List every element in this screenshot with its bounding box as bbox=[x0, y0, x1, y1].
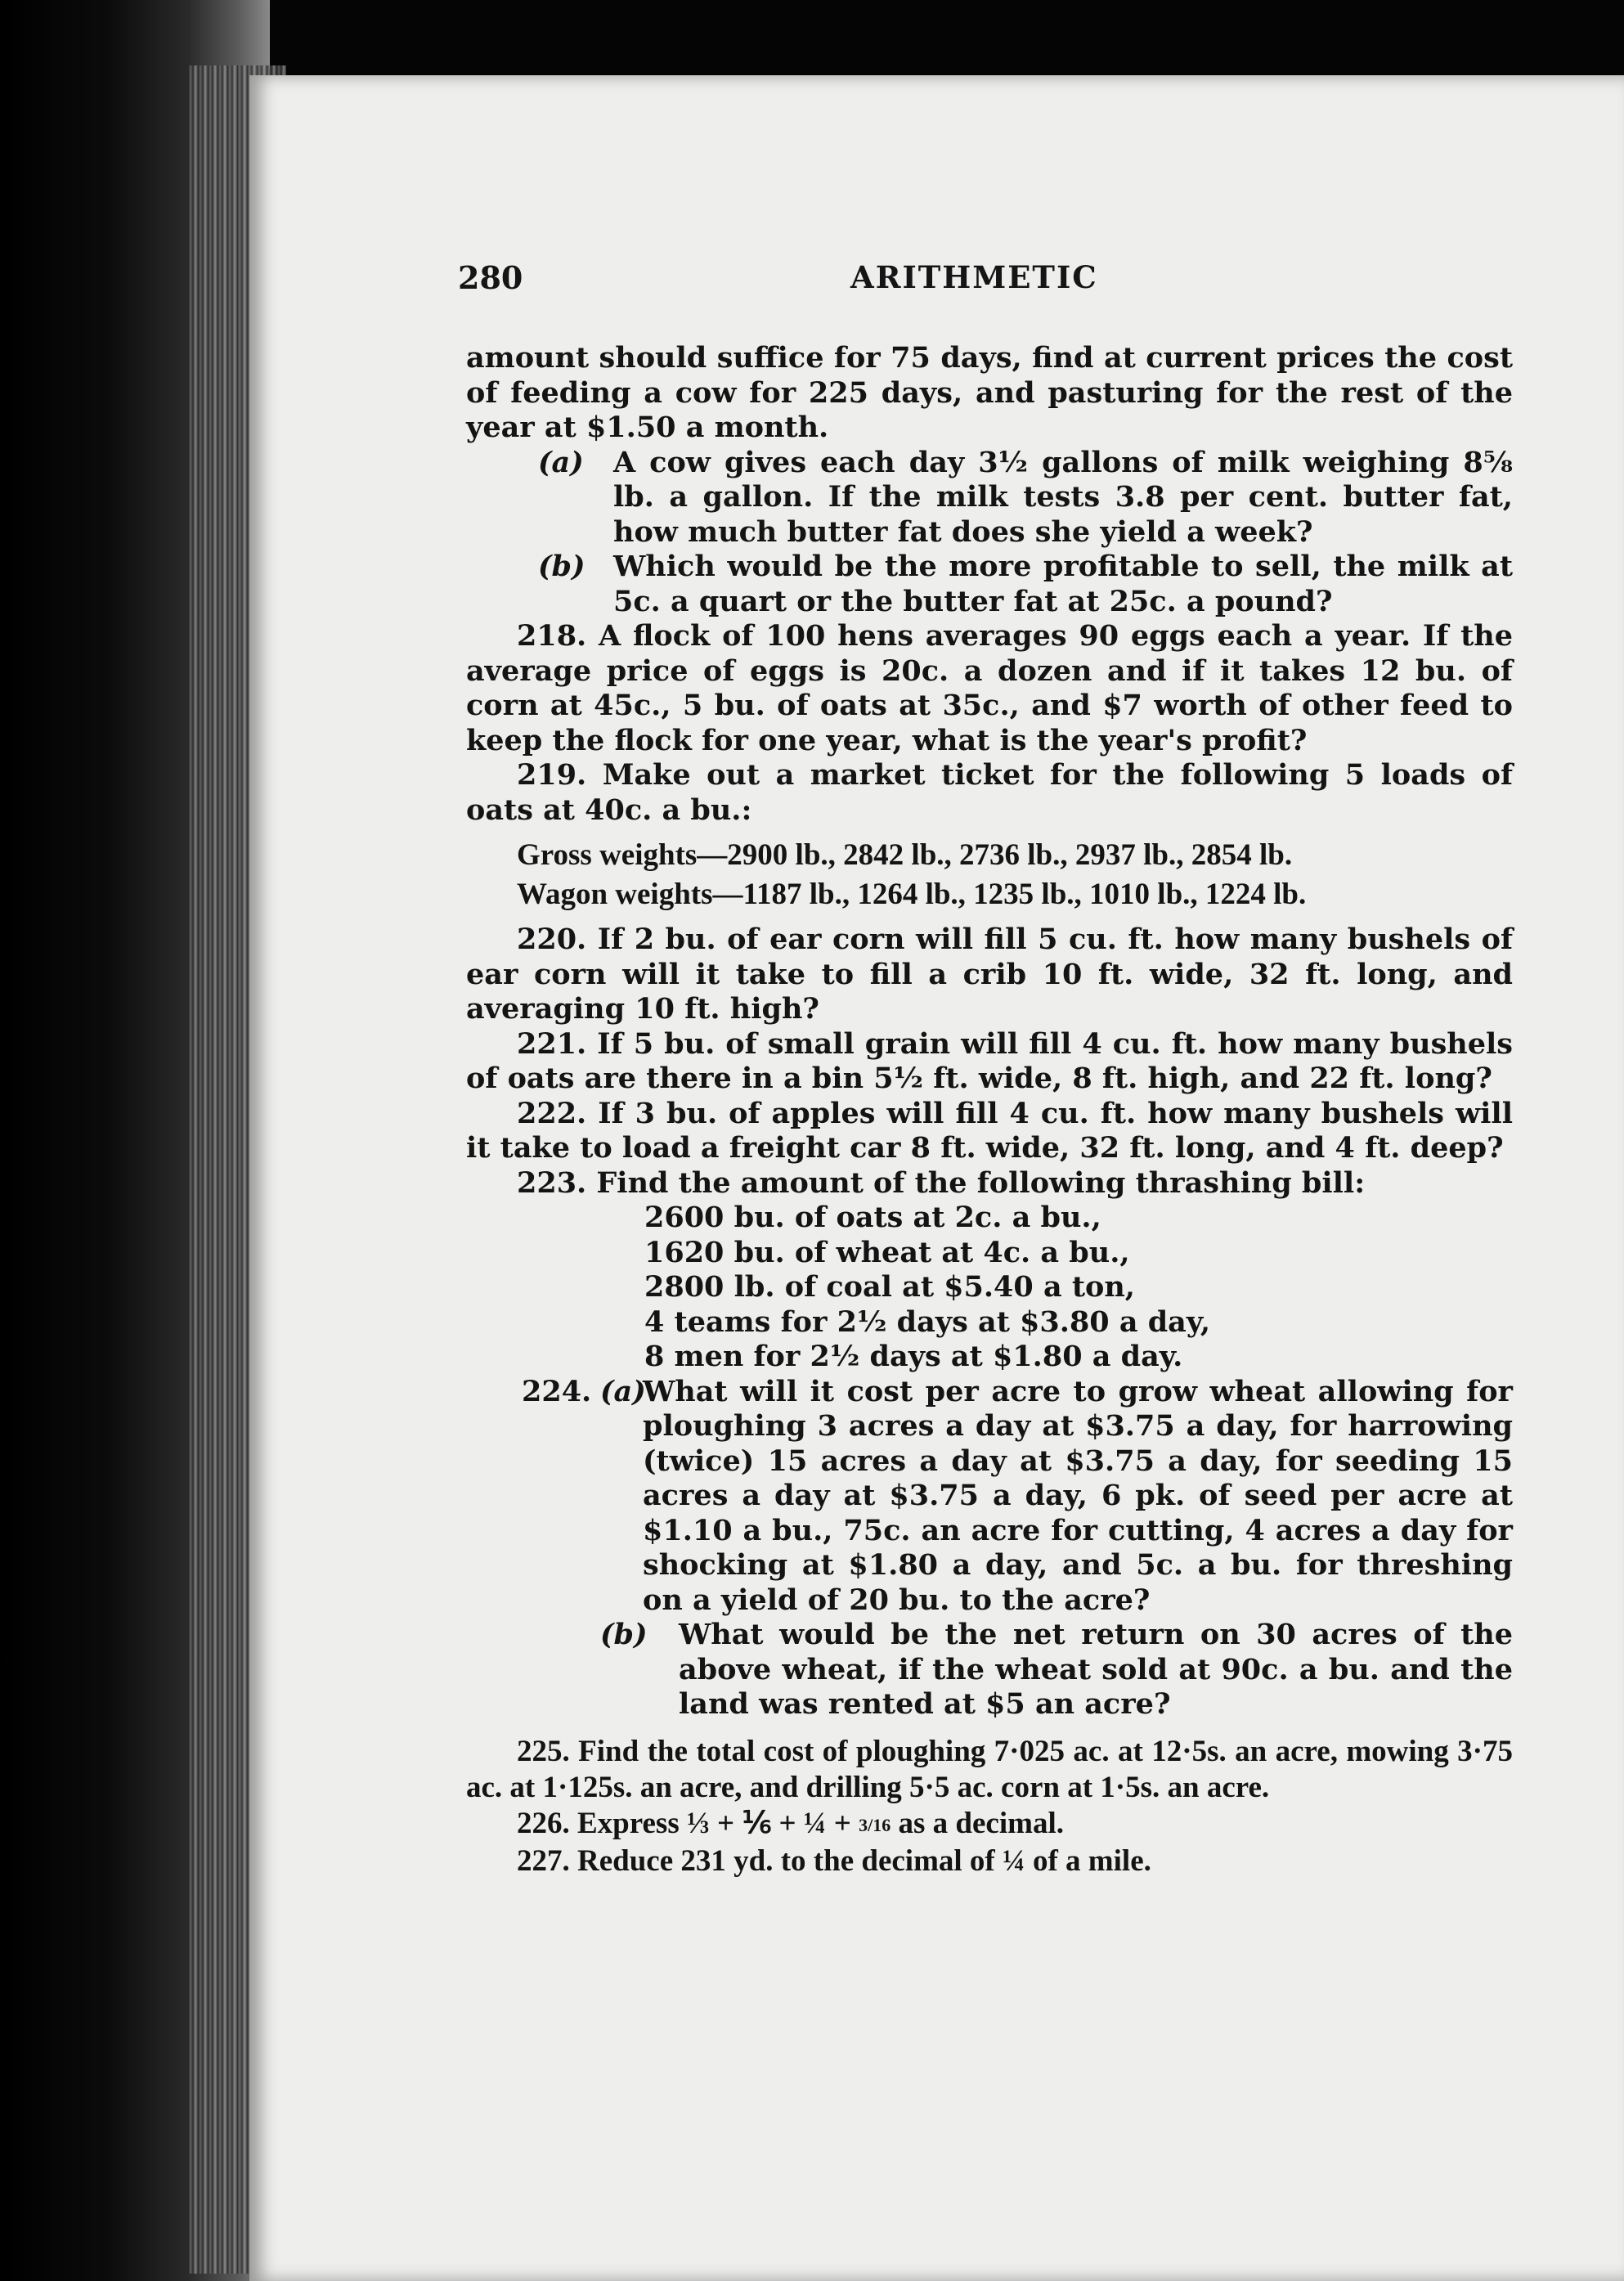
page-body bbox=[466, 341, 1513, 1879]
question-224 bbox=[522, 1375, 1513, 1619]
fraction: 3/16 bbox=[859, 1814, 891, 1835]
question-number: 224. bbox=[522, 1374, 592, 1408]
final-questions bbox=[466, 1734, 1513, 1879]
part-text: What will it cost per acre to grow wheat allowing for ploughing 3 acres a day at $3.75 a day, for harrowing (twice) 15 acres a day at $3.75 a day, for seeding 15 acres a day at $3.75 a day, 6 pk. of seed per acre at $1.10 a bu., 75c. an acre for cutting, 4 acres a day for shocking at $1.80 a day, and 5c. a bu. for threshing on a yield of 20 bu. to the acre? bbox=[643, 1374, 1513, 1617]
gross-weights: Gross weights—2900 lb., 2842 lb., 2736 lb., 2937 lb., 2854 lb. bbox=[517, 838, 1293, 872]
part-text: What would be the net return on 30 acres of the above wheat, if the wheat sold at 90c. a bu. and the land was rented at $5 an acre? bbox=[679, 1618, 1513, 1721]
bill-line: 4 teams for 2½ days at $3.80 a day, bbox=[644, 1304, 1211, 1339]
bill-line: 2600 bu. of oats at 2c. a bu., bbox=[644, 1201, 1101, 1234]
question-227: 227. Reduce 231 yd. to the decimal of ¼ of a mile. bbox=[517, 1843, 1151, 1878]
q226-suffix: as a decimal. bbox=[898, 1806, 1064, 1840]
question-221: 221. If 5 bu. of small grain will fill 4 cu. ft. how many bushels of oats are there in a bin 5½ ft. wide, 8 ft. high, and 22 ft. long? bbox=[466, 1026, 1513, 1095]
part-label: (b) bbox=[600, 1618, 648, 1651]
question-222: 222. If 3 bu. of apples will fill 4 cu. ft. how many bushels will it take to load a freight car 8 ft. wide, 32 ft. long, and 4 ft. deep? bbox=[466, 1096, 1513, 1165]
bill-line: 8 men for 2½ days at $1.80 a day. bbox=[644, 1340, 1183, 1373]
question-220: 220. If 2 bu. of ear corn will fill 5 cu. ft. how many bushels of ear corn will it take to fill a crib 10 ft. wide, 32 ft. long, and averaging 10 ft. high? bbox=[466, 923, 1513, 1026]
question-223: 223. Find the amount of the following thrashing bill: bbox=[517, 1165, 1366, 1200]
intro-paragraph: amount should suffice for 75 days, find at current prices the cost of feeding a cow for 225 days, and pasturing for the rest of the year at $1.50 a month. bbox=[466, 341, 1513, 444]
question-219: 219. Make out a market ticket for the following 5 loads of oats at 40c. a bu.: bbox=[466, 758, 1513, 827]
intro-part-a bbox=[538, 446, 1513, 550]
part-text: A cow gives each day 3½ gallons of milk weighing 8⅝ lb. a gallon. If the milk tests 3.8 per cent. butter fat, how much butter fat does she yield a week? bbox=[613, 445, 1513, 549]
part-label: (b) bbox=[538, 550, 585, 583]
fraction: ⅙ bbox=[742, 1806, 772, 1840]
bill-line: 2800 lb. of coal at $5.40 a ton, bbox=[644, 1270, 1135, 1304]
bill-line: 1620 bu. of wheat at 4c. a bu., bbox=[644, 1235, 1130, 1269]
running-head: ARITHMETIC bbox=[850, 259, 1098, 295]
part-label: (a) bbox=[600, 1374, 646, 1408]
question-224-part-b bbox=[600, 1618, 1513, 1722]
question-225: 225. Find the total cost of ploughing 7·025 ac. at 12·5s. an acre, mowing 3·75 ac. at 1·125s. an acre, and drilling 5·5 ac. corn at 1·5s. an acre. bbox=[466, 1734, 1513, 1804]
part-text: Which would be the more profitable to sell, the milk at 5c. a quart or the butter fat at 25c. a pound? bbox=[613, 550, 1513, 618]
fraction: ⅓ bbox=[686, 1806, 710, 1840]
page-number: 280 bbox=[458, 259, 523, 296]
weights-table bbox=[517, 836, 1513, 914]
thrashing-bill bbox=[644, 1201, 1513, 1375]
page-header bbox=[249, 259, 1624, 317]
book-page bbox=[249, 75, 1624, 2281]
fraction: ¼ bbox=[803, 1806, 827, 1840]
question-224-part-a bbox=[600, 1375, 1513, 1619]
intro-part-b bbox=[538, 550, 1513, 619]
question-226: 226. Express ⅓ + ⅙ + ¼ + 3/16 as a decimal. bbox=[517, 1806, 1064, 1840]
part-label: (a) bbox=[538, 445, 584, 479]
q226-prefix: 226. Express bbox=[517, 1806, 680, 1840]
question-218: 218. A flock of 100 hens averages 90 eggs each a year. If the average price of eggs is 20c. a dozen and if it takes 12 bu. of corn at 45c., 5 bu. of oats at 35c., and $7 worth of other feed to keep the flock for one year, what is the year's profit? bbox=[466, 619, 1513, 757]
wagon-weights: Wagon weights—1187 lb., 1264 lb., 1235 lb., 1010 lb., 1224 lb. bbox=[517, 878, 1307, 911]
